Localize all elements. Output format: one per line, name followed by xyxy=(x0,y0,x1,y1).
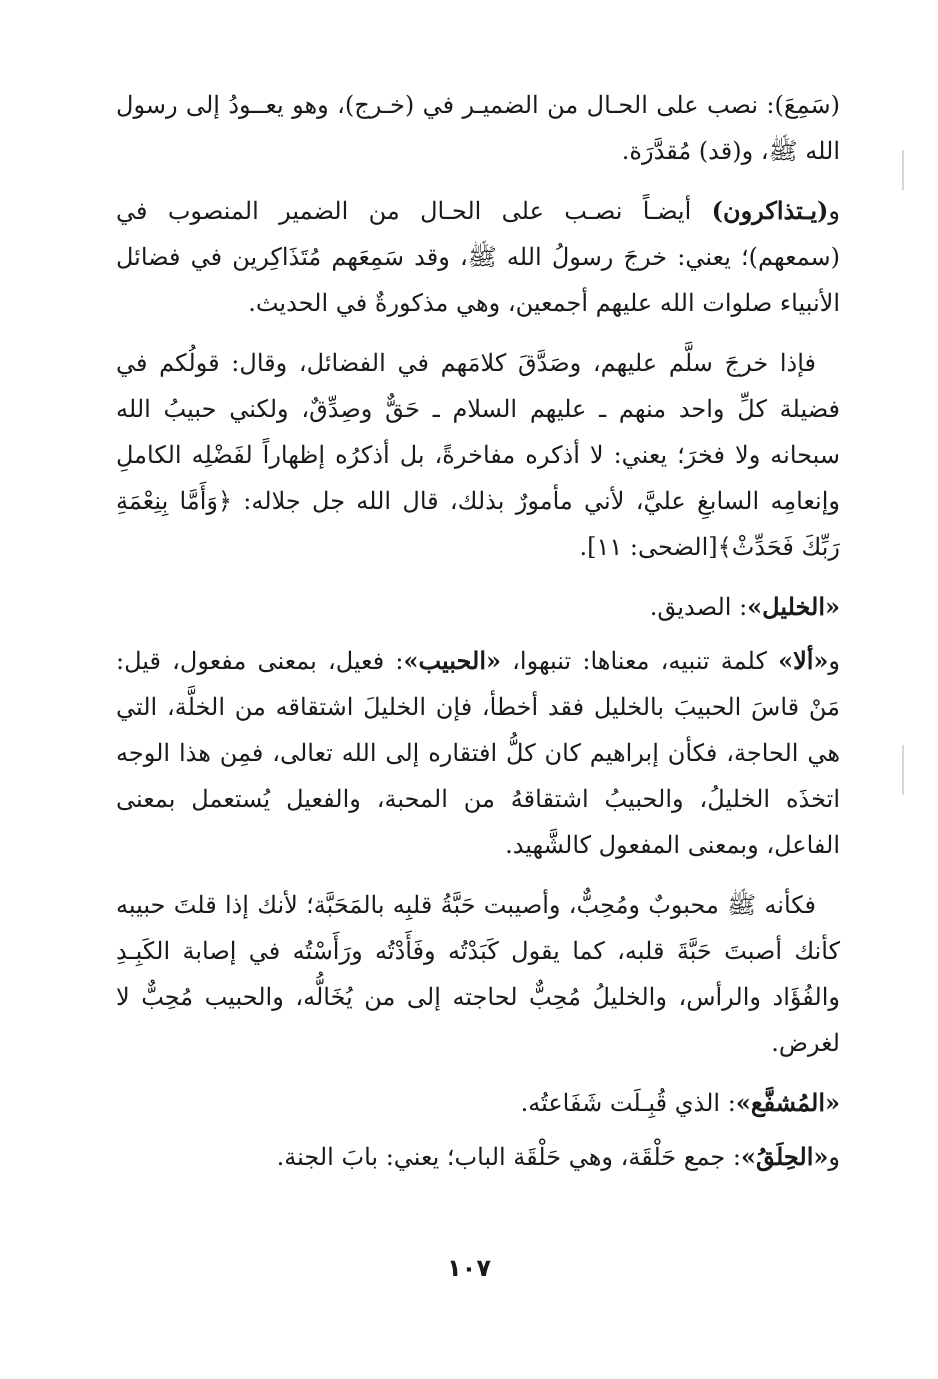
term-al-khalil: «الخليل» xyxy=(747,592,840,621)
page-number: ١٠٧ xyxy=(447,1254,491,1282)
paragraph-samia xyxy=(116,82,840,174)
paragraph-text: : جمع حَلْقَة، وهي حَلْقَة الباب؛ يعني: بابَ الجنة. xyxy=(276,1143,741,1171)
paragraph-text: (سَمِعَ): نصب على الحـال من الضميـر في (خـرج)، وهو يعــودُ إلى رسول الله ﷺ، و(قد) مُقدَّرَة. xyxy=(116,91,840,165)
paragraph-al-mushaffa xyxy=(116,1080,840,1126)
term-al-hilaq: «الحِلَقُ» xyxy=(740,1142,829,1171)
paragraph-text: و xyxy=(828,1143,840,1171)
paragraph-text: : الذي قُبِـلَت شَفَاعتُه. xyxy=(520,1089,736,1117)
paragraph-yatadhakarun xyxy=(116,188,840,326)
paragraph-ala xyxy=(116,638,840,868)
term-ala: «ألا» xyxy=(778,646,829,675)
paragraph-text: : الصديق. xyxy=(649,593,748,621)
scan-margin-mark xyxy=(902,745,904,795)
paragraph-text: و xyxy=(828,197,840,225)
paragraph-text: أيضـاً نصـب على الحـال من الضمير المنصوب في (سمعهم)؛ يعني: خرجَ رسولُ الله ﷺ، وقد سَمِعَهم مُتَذَاكِرين في فضائل الأنبياء صلوات الله عليهم أجمعين، وهي مذكورةٌ في الحديث. xyxy=(116,197,840,317)
term-al-habib: «الحبيب» xyxy=(403,646,502,675)
paragraph-idha-kharaja xyxy=(116,340,840,570)
paragraph-text: و xyxy=(828,647,841,675)
paragraph-al-hilaq xyxy=(116,1134,840,1180)
paragraph-al-khalil xyxy=(116,584,840,630)
scan-margin-mark xyxy=(902,150,904,190)
term-yatadhakarun: (يـتذاكرون) xyxy=(711,196,829,225)
paragraph-text: كلمة تنبيه، معناها: تنبهوا، xyxy=(501,647,779,675)
paragraph-fakaannahu xyxy=(116,882,840,1066)
paragraph-text: فإذا خرجَ سلَّم عليهم، وصَدَّقَ كلامَهم في الفضائل، وقال: قولُكم في فضيلة كلِّ واحد منهم ـ عليهم السلام ـ حَقٌّ وصِدِّقٌ، ولكني حبيبُ الله سبحانه ولا فخرَ؛ يعني: لا أذكره مفاخرةً، بل أذكرُه إظهاراً لفَضْلِه الكاملِ وإنعامِه السابغِ عليَّ، لأني مأمورٌ بذلك، قال الله جل جلاله: ﴿وَأَمَّا بِنِعْمَةِ رَبِّكَ فَحَدِّثْ﴾[الضحى: ١١]. xyxy=(116,349,841,561)
page-body xyxy=(116,82,840,1194)
paragraph-text: فكأنه ﷺ محبوبٌ ومُحِبٌّ، وأصيبت حَبَّةُ قلبِه بالمَحَبَّة؛ لأنك إذا قلتَ حبيبه كأنك أصبتَ حَبَّةَ قلبه، كما يقول كَبَدْتُه وفَأَدْتُه ورَأَسْتُه في إصابة الكَبِـدِ والفُؤَاد والرأس، والخليلُ مُحِبٌّ لحاجته إلى من يُخَالُّه، والحبيب مُحِبٌّ لا لغرض. xyxy=(116,891,840,1057)
term-al-mushaffa: «المُشفَّع» xyxy=(735,1088,840,1117)
paragraph-text: : فعيل، بمعنى مفعول، قيل: مَنْ قاسَ الحبيبَ بالخليل فقد أخطأ، فإن الخليلَ اشتقاقه من الخلَّة، التي هي الحاجة، فكأن إبراهيم كان كلُّ افتقاره إلى الله تعالى، فمِن هذا الوجه اتخذَه الخليلُ، والحبيبُ اشتقاقهُ من المحبة، والفعيل يُستعمل بمعنى الفاعل، وبمعنى المفعول كالشَّهيد. xyxy=(116,647,840,859)
